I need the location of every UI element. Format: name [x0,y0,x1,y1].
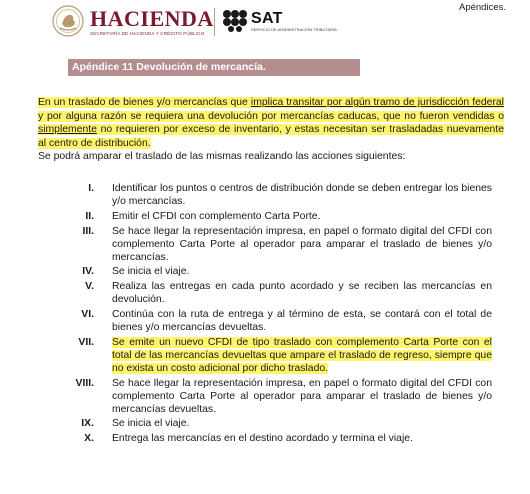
appendix-title-banner: Apéndice 11 Devolución de mercancía. [68,59,360,76]
logo-divider [214,8,215,36]
intro-text-2: y por alguna razón se requiera una devolución por mercancías caducas, que no fueron vendidas o [38,110,504,122]
hacienda-title: HACIENDA [90,5,214,31]
step-number: VII. [78,336,94,348]
step-number: I. [88,183,94,194]
sat-dots-icon [222,9,248,33]
step-number: VIII. [75,377,94,389]
list-item [72,418,492,431]
step-text: Se hace llegar la representación impresa, en papel o formato digital del CFDI con complemento Carta Porte al operador para amparar el traslado de bienes y/o mercancías devueltas. [112,377,492,415]
list-item [72,266,492,279]
step-text: Se inicia el viaje. [112,266,190,278]
list-item [72,183,492,209]
step-text: Se inicia el viaje. [112,418,190,430]
step-text: Entrega las mercancías en el destino acordado y termina el viaje. [112,433,413,445]
intro-plain-line: Se podrá amparar el traslado de las mismas realizando las acciones siguientes: [38,151,406,163]
steps-list [72,183,492,448]
hacienda-logo [52,4,214,38]
list-item [72,211,492,224]
step-text: Identificar los puntos o centros de distribución donde se deben entregar los bienes y/o mercancías. [112,183,492,207]
step-number: IV. [82,266,94,278]
list-item [72,433,492,446]
intro-paragraph [38,96,504,164]
step-text: Realiza las entregas en cada punto acordado y se reciben las mercancías en devolución. [112,281,492,306]
step-number: IX. [81,418,94,430]
intro-text-1: En un traslado de bienes y/o mercancías que [38,97,251,108]
step-text: Emitir el CFDI con complemento Carta Porte. [112,210,321,222]
list-item [72,309,492,335]
intro-underline-1: implica transitar por algún tramo de jurisdicción federal [250,97,504,108]
section-label: Apéndices. [458,2,506,13]
sat-title: SAT [251,9,283,27]
step-text: Continúa con la ruta de entrega y al término de esta, se contará con el total de bienes y/o mercancías devueltas. [112,309,492,334]
list-item [72,226,492,265]
intro-underline-2: simplemente [38,124,97,136]
step-number: X. [84,433,94,445]
list-item-highlighted [72,337,492,376]
step-text: Se emite un nuevo CFDI de tipo traslado con complemento Carta Porte con el total de las mercancías devueltas que ampare el traslado de regreso, siempre que no exista un costo adicional por dicho traslado. [112,336,492,374]
eagle-emblem-icon [52,4,84,38]
step-number: II. [85,210,94,222]
hacienda-subtitle: SECRETARÍA DE HACIENDA Y CRÉDITO PÚBLICO [90,30,205,36]
intro-highlight [38,97,504,149]
intro-text-3: no requieren por exceso de inventario, y estas necesitan ser trasladadas nuevamente al centro de distribución. [38,124,504,149]
sat-logo [222,9,337,33]
step-number: III. [82,225,94,237]
document-header [0,0,530,52]
step-text: Se hace llegar la representación impresa, en papel o formato digital del CFDI con complemento Carta Porte al operador para amparar el traslado de bienes y/o mercancías. [112,225,492,263]
step-number: VI. [81,309,94,321]
sat-subtitle: SERVICIO DE ADMINISTRACIÓN TRIBUTARIA [251,26,337,32]
list-item [72,378,492,417]
list-item [72,281,492,307]
step-number: V. [85,281,94,293]
